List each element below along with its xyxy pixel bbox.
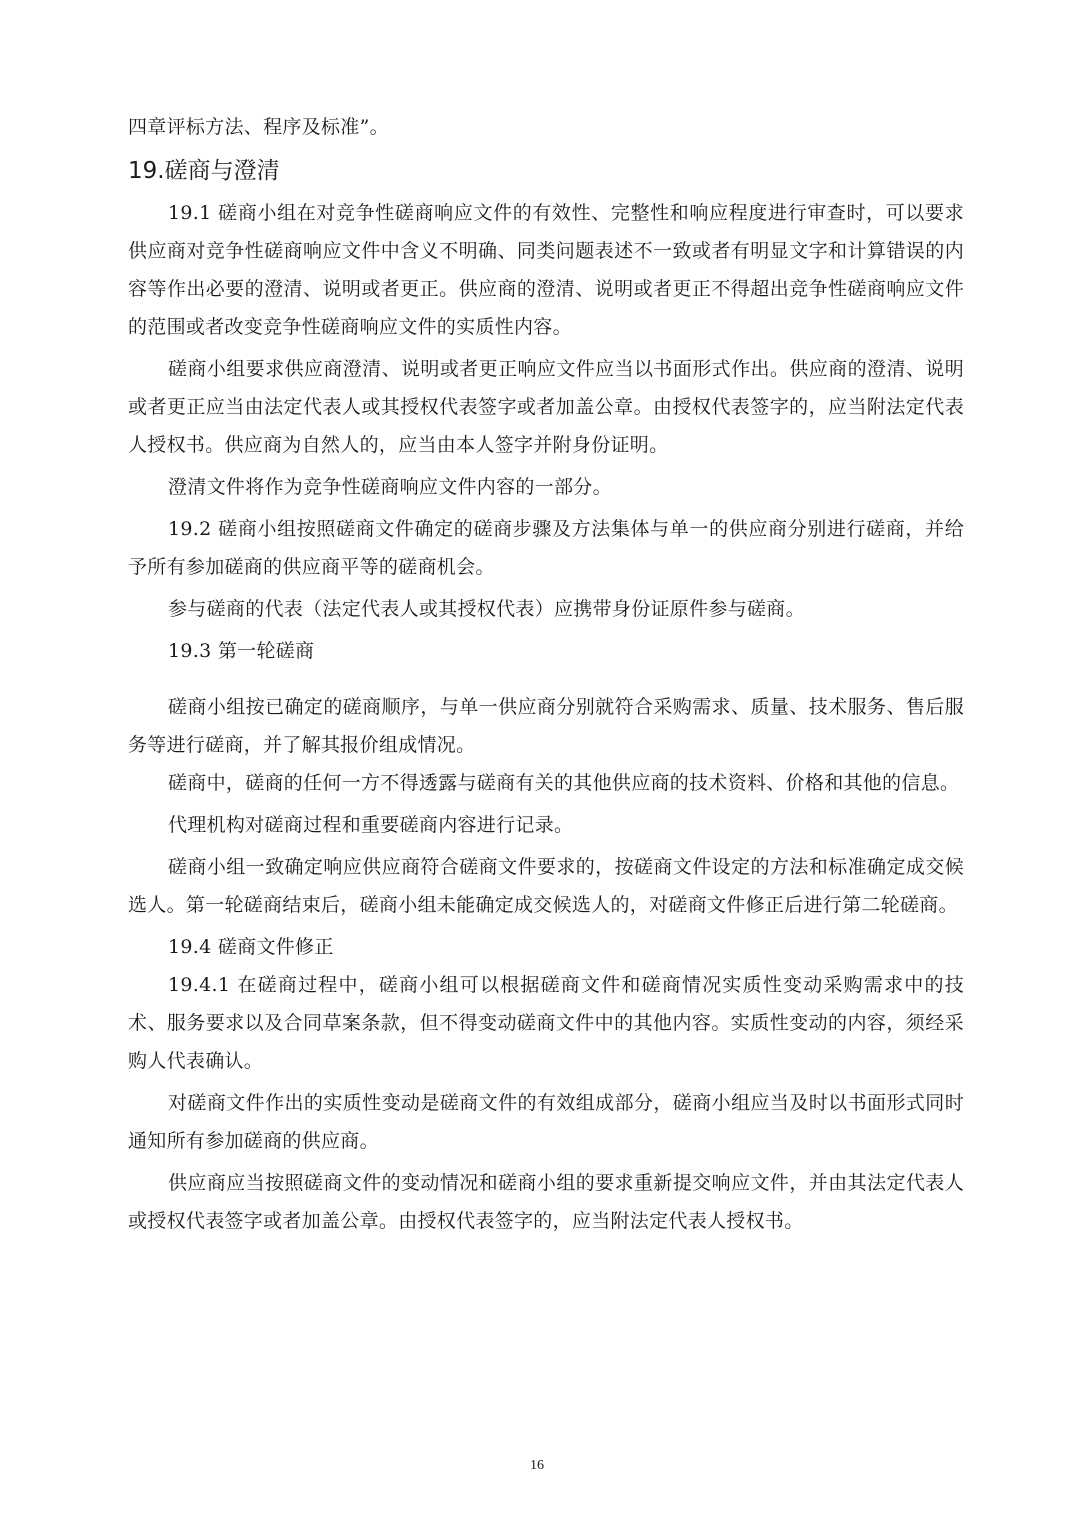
document-body: [128, 108, 964, 1240]
paragraph: 19.4.1 在磋商过程中，磋商小组可以根据磋商文件和磋商情况实质性变动采购需求中的技术、服务要求以及合同草案条款，但不得变动磋商文件中的其他内容。实质性变动的内容，须经采购人代表确认。: [128, 974, 964, 1072]
subsection-heading: 19.3 第一轮磋商: [168, 640, 315, 662]
paragraph: 对磋商文件作出的实质性变动是磋商文件的有效组成部分，磋商小组应当及时以书面形式同时通知所有参加磋商的供应商。: [128, 1092, 964, 1152]
paragraph: 19.2 磋商小组按照磋商文件确定的磋商步骤及方法集体与单一的供应商分别进行磋商，并给予所有参加磋商的供应商平等的磋商机会。: [128, 518, 964, 578]
paragraph: 19.1 磋商小组在对竞争性磋商响应文件的有效性、完整性和响应程度进行审查时，可以要求供应商对竞争性磋商响应文件中含义不明确、同类问题表述不一致或者有明显文字和计算错误的内容等作出必要的澄清、说明或者更正。供应商的澄清、说明或者更正不得超出竞争性磋商响应文件的范围或者改变竞争性磋商响应文件的实质性内容。: [128, 202, 964, 338]
paragraph: 代理机构对磋商过程和重要磋商内容进行记录。: [168, 814, 574, 836]
paragraph: 磋商中，磋商的任何一方不得透露与磋商有关的其他供应商的技术资料、价格和其他的信息。: [168, 772, 960, 794]
paragraph: 磋商小组一致确定响应供应商符合磋商文件要求的，按磋商文件设定的方法和标准确定成交候选人。第一轮磋商结束后，磋商小组未能确定成交候选人的，对磋商文件修正后进行第二轮磋商。: [128, 856, 964, 916]
paragraph: 磋商小组要求供应商澄清、说明或者更正响应文件应当以书面形式作出。供应商的澄清、说明或者更正应当由法定代表人或其授权代表签字或者加盖公章。由授权代表签字的，应当附法定代表人授权书。供应商为自然人的，应当由本人签字并附身份证明。: [128, 358, 964, 456]
paragraph: 澄清文件将作为竞争性磋商响应文件内容的一部分。: [168, 476, 612, 498]
page-number: 16: [530, 1458, 544, 1473]
paragraph: 供应商应当按照磋商文件的变动情况和磋商小组的要求重新提交响应文件，并由其法定代表人或授权代表签字或者加盖公章。由授权代表签字的，应当附法定代表人授权书。: [128, 1172, 964, 1232]
section-heading: 19.磋商与澄清: [128, 158, 280, 184]
lead-line: 四章评标方法、程序及标准”。: [128, 116, 389, 138]
paragraph: 参与磋商的代表（法定代表人或其授权代表）应携带身份证原件参与磋商。: [168, 598, 805, 620]
paragraph: 磋商小组按已确定的磋商顺序，与单一供应商分别就符合采购需求、质量、技术服务、售后服务等进行磋商，并了解其报价组成情况。: [128, 696, 964, 756]
subsection-heading: 19.4 磋商文件修正: [168, 936, 334, 958]
